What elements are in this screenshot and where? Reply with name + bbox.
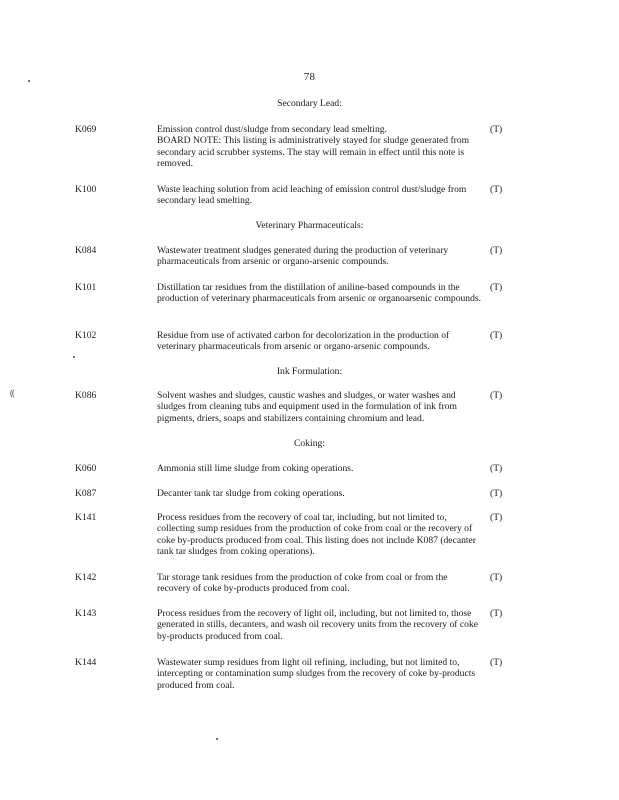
waste-code: K141	[75, 512, 97, 523]
waste-code: K069	[75, 124, 97, 135]
waste-description: Residue from use of activated carbon for decolorization in the production of veterinary pharmaceuticals from arsenic or organo-arsenic compounds.	[157, 330, 450, 353]
waste-code: K100	[75, 184, 97, 195]
description-text: Emission control dust/sludge from secondary lead smelting.	[157, 124, 387, 135]
waste-description: Process residues from the recovery of coal tar, including, but not limited to, collecting sump residues from the production of coke from coal or the recovery of coke by-products produced from coal. This listing does not include K087 (decanter tank tar sludges from coking operations).	[157, 512, 476, 558]
hazard-code: (T)	[490, 245, 503, 256]
hazard-code: (T)	[490, 608, 503, 619]
section-heading-veterinary-pharmaceuticals: Veterinary Pharmaceuticals:	[255, 220, 364, 231]
scan-speck	[73, 356, 75, 358]
hazard-code: (T)	[490, 512, 503, 523]
board-note: BOARD NOTE: This listing is administratively stayed for sludge generated from secondary acid scrubber systems. The stay will remain in effect until this note is removed.	[157, 135, 470, 170]
waste-code: K084	[75, 245, 97, 256]
waste-code: K087	[75, 488, 97, 499]
scan-speck	[216, 738, 218, 740]
hazard-code: (T)	[490, 572, 503, 583]
waste-description: Tar storage tank residues from the production of coke from coal or from the recovery of coke by-products produced from coal.	[157, 572, 448, 595]
hazard-code: (T)	[490, 488, 503, 499]
waste-description: Ammonia still lime sludge from coking operations.	[157, 463, 354, 474]
waste-description: Solvent washes and sludges, caustic washes and sludges, or water washes and sludges from cleaning tubs and equipment used in the formulation of ink from pigments, driers, soaps and stabilizers containing chromium and lead.	[157, 390, 458, 424]
waste-description	[157, 124, 482, 170]
hazard-code: (T)	[490, 463, 503, 474]
waste-code: K060	[75, 463, 97, 474]
waste-code: K143	[75, 608, 97, 619]
hazard-code: (T)	[490, 282, 503, 293]
waste-description: Wastewater sump residues from light oil refining, including, but not limited to, intercepting or contamination sump sludges from the recovery of coke by-products produced from coal.	[157, 657, 476, 691]
scan-mark: ⸨	[10, 388, 15, 398]
section-heading-coking: Coking:	[294, 438, 325, 449]
section-heading-ink-formulation: Ink Formulation:	[276, 366, 343, 377]
waste-code: K142	[75, 572, 97, 583]
page-number: 78	[303, 71, 316, 83]
waste-description: Process residues from the recovery of light oil, including, but not limited to, those generated in stills, decanters, and wash oil recovery units from the recovery of coke by-products produced from coal.	[157, 608, 479, 642]
waste-description: Decanter tank tar sludge from coking operations.	[157, 488, 345, 499]
waste-code: K102	[75, 330, 97, 341]
hazard-code: (T)	[490, 657, 503, 668]
hazard-code: (T)	[490, 330, 503, 341]
scan-speck	[28, 80, 30, 82]
waste-description: Distillation tar residues from the distillation of aniline-based compounds in the production of veterinary pharmaceuticals from arsenic or organoarsenic compounds.	[157, 282, 482, 305]
waste-code: K144	[75, 657, 97, 668]
hazard-code: (T)	[490, 184, 503, 195]
hazard-code: (T)	[490, 390, 503, 401]
waste-code: K086	[75, 390, 97, 401]
waste-description: Wastewater treatment sludges generated during the production of veterinary pharmaceuticals from arsenic or organo-arsenic compounds.	[157, 245, 449, 268]
section-heading-secondary-lead: Secondary Lead:	[277, 98, 342, 109]
hazard-code: (T)	[490, 124, 503, 135]
waste-description: Waste leaching solution from acid leaching of emission control dust/sludge from secondary lead smelting.	[157, 184, 467, 207]
waste-code: K101	[75, 282, 97, 293]
